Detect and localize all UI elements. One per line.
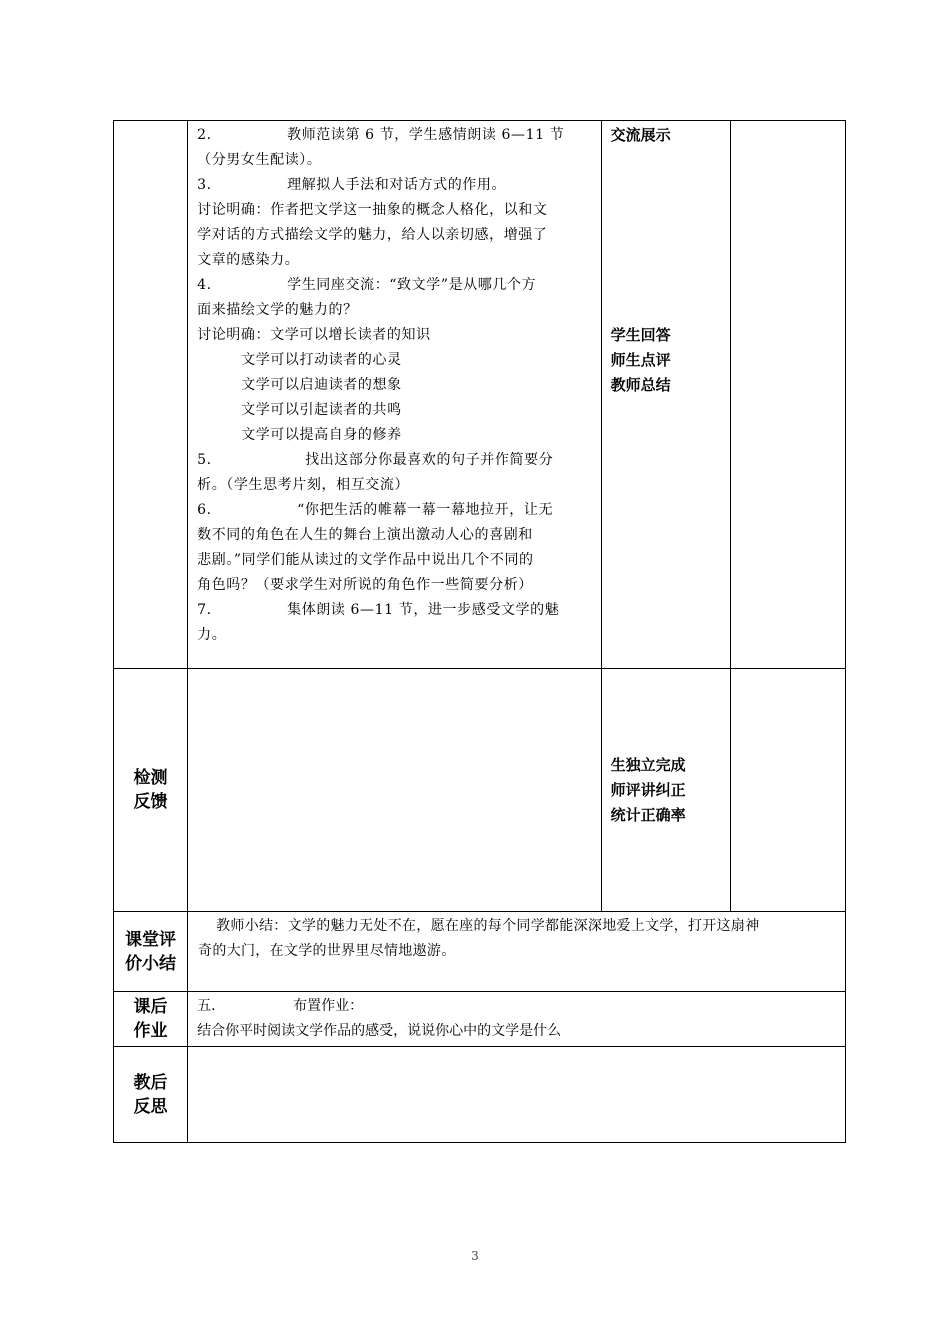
page-number: 3 <box>471 1249 479 1263</box>
row-label-reflection: 教后 反思 <box>114 1047 188 1143</box>
method-label: 生独立完成 <box>610 756 686 774</box>
homework-title: 五. 布置作业： <box>197 998 364 1014</box>
summary-line: 奇的大门，在文学的世界里尽情地遨游。 <box>198 943 456 959</box>
discussion-item: 文学可以引起读者的共鸣 <box>241 402 402 418</box>
row-class-summary <box>114 912 846 992</box>
steps-content <box>188 121 602 669</box>
homework-content <box>188 992 846 1047</box>
step-line: 角色吗？（要求学生对所说的角色作一些简要分析） <box>197 577 533 593</box>
step-line: 力。 <box>197 627 227 643</box>
row-teaching-steps <box>114 121 846 669</box>
methods-cell <box>601 121 730 669</box>
test-content <box>188 669 602 912</box>
method-label: 师评讲纠正 <box>610 781 686 799</box>
homework-line: 结合你平时阅读文学作品的感受，说说你心中的文学是什么 <box>197 1023 562 1039</box>
step-line: 4. 学生同座交流：“致文学”是从哪几个方 <box>197 277 537 293</box>
step-line: 文章的感染力。 <box>197 252 300 268</box>
notes-cell <box>730 121 845 669</box>
step-line: 3. 理解拟人手法和对话方式的作用。 <box>197 177 507 193</box>
row1-label-cell <box>114 121 188 669</box>
method-label: 教师总结 <box>610 376 671 394</box>
summary-line: 教师小结：文学的魅力无处不在，愿在座的每个同学都能深深地爱上文学，打开这扇神 <box>216 918 760 934</box>
discussion-item: 文学可以打动读者的心灵 <box>241 352 402 368</box>
step-line: 5. 找出这部分你最喜欢的句子并作简要分 <box>197 452 554 468</box>
step-line: （分男女生配读）。 <box>197 152 322 168</box>
step-line: 6. “你把生活的帷幕一幕一幕地拉开，让无 <box>197 502 554 518</box>
step-line: 讨论明确：作者把文学这一抽象的概念人格化，以和文 <box>197 202 548 218</box>
step-line: 讨论明确：文学可以增长读者的知识 <box>197 327 431 343</box>
row-reflection <box>114 1047 846 1143</box>
method-label: 交流展示 <box>610 126 671 144</box>
row-homework <box>114 992 846 1047</box>
methods-cell <box>601 669 730 912</box>
method-label: 师生点评 <box>610 351 671 369</box>
notes-cell <box>730 669 845 912</box>
summary-content <box>188 912 846 992</box>
step-line: 7. 集体朗读 6—11 节，进一步感受文学的魅 <box>197 602 560 618</box>
discussion-item: 文学可以启迪读者的想象 <box>241 377 402 393</box>
step-line: 面来描绘文学的魅力的？ <box>197 302 358 318</box>
method-label: 学生回答 <box>610 326 671 344</box>
step-line: 数不同的角色在人生的舞台上演出激动人心的喜剧和 <box>197 527 533 543</box>
method-label: 统计正确率 <box>610 806 686 824</box>
step-line: 学对话的方式描绘文学的魅力，给人以亲切感，增强了 <box>197 227 548 243</box>
step-line: 析。（学生思考片刻，相互交流） <box>197 477 410 493</box>
row-test-feedback <box>114 669 846 912</box>
row-label-class-summary: 课堂评 价小结 <box>114 912 188 992</box>
step-line: 悲剧。”同学们能从读过的文学作品中说出几个不同的 <box>197 552 534 568</box>
lesson-plan-table <box>113 120 846 1143</box>
row-label-test-feedback: 检测 反馈 <box>114 669 188 912</box>
row-label-homework: 课后 作业 <box>114 992 188 1047</box>
step-line: 2. 教师范读第 6 节，学生感情朗读 6—11 节 <box>197 127 565 143</box>
discussion-item: 文学可以提高自身的修养 <box>241 427 402 443</box>
reflection-content <box>188 1047 846 1143</box>
